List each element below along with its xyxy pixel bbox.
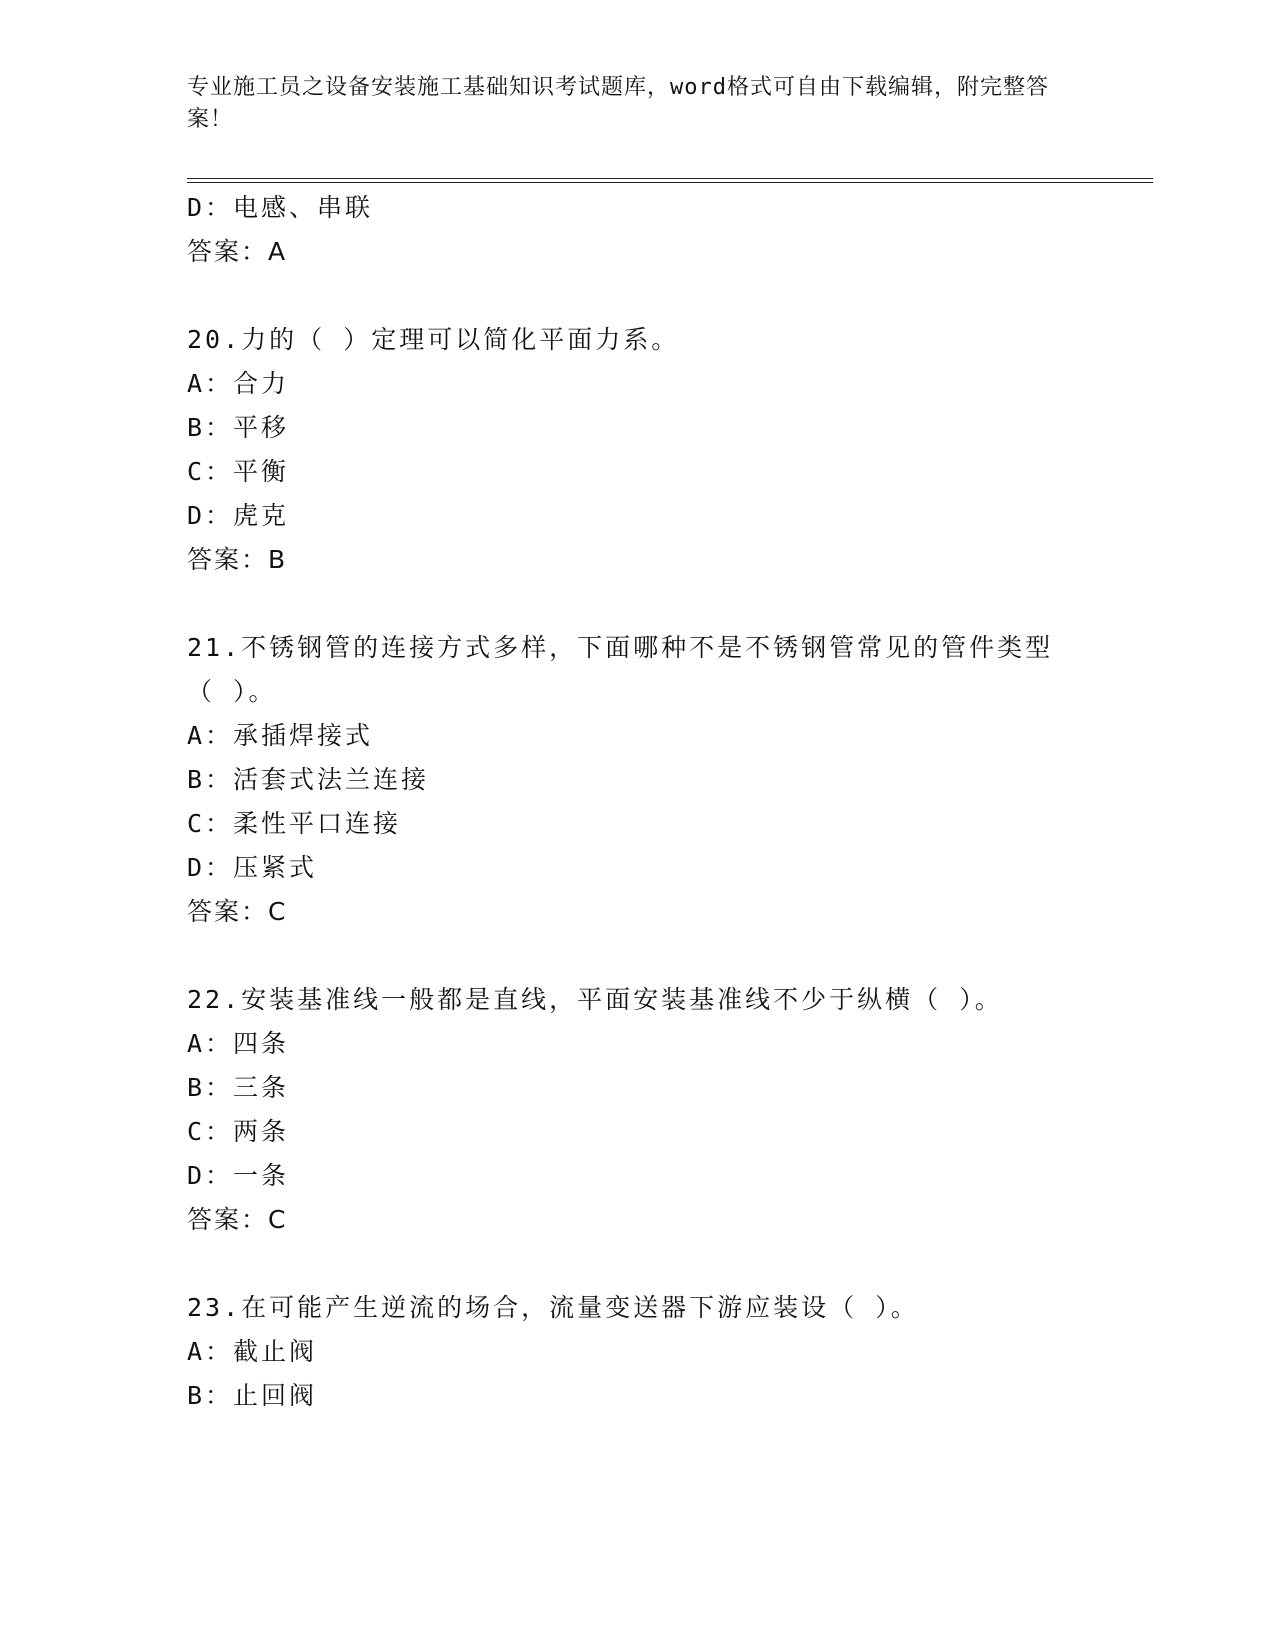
question-20-answer: 答案：B (187, 545, 288, 574)
question-22-option-b: B：三条 (187, 1073, 290, 1102)
document-header: 专业施工员之设备安装施工基础知识考试题库，word格式可自由下载编辑，附完整答案！ (187, 75, 1049, 132)
question-20-stem: 20.力的（ ）定理可以简化平面力系。 (187, 325, 680, 354)
header-divider-top (187, 178, 1153, 179)
question-21-option-d: D：压紧式 (187, 853, 318, 882)
question-22-option-a: A：四条 (187, 1029, 290, 1058)
question-20-option-a: A：合力 (187, 369, 290, 398)
question-21-option-c: C：柔性平口连接 (187, 809, 402, 838)
question-20-option-b: B：平移 (187, 413, 290, 442)
question-23-stem: 23.在可能产生逆流的场合，流量变送器下游应装设（ ）。 (187, 1293, 919, 1322)
header-divider-bottom (187, 182, 1153, 183)
prev-option-d: D：电感、串联 (187, 193, 374, 222)
prev-answer: 答案：A (187, 237, 288, 266)
question-21-stem-line2: （ ）。 (187, 677, 277, 706)
question-20-option-d: D：虎克 (187, 501, 290, 530)
question-21-answer: 答案：C (187, 897, 288, 926)
question-21-option-b: B：活套式法兰连接 (187, 765, 430, 794)
question-23-option-a: A：截止阀 (187, 1337, 318, 1366)
question-21-option-a: A：承插焊接式 (187, 721, 374, 750)
question-20-option-c: C：平衡 (187, 457, 290, 486)
question-22-option-d: D：一条 (187, 1161, 290, 1190)
question-22-stem: 22.安装基准线一般都是直线，平面安装基准线不少于纵横（ ）。 (187, 985, 1003, 1014)
question-22-option-c: C：两条 (187, 1117, 290, 1146)
question-23-option-b: B：止回阀 (187, 1381, 318, 1410)
question-22-answer: 答案：C (187, 1205, 288, 1234)
question-21-stem-line1: 21.不锈钢管的连接方式多样，下面哪种不是不锈钢管常见的管件类型 (187, 633, 1054, 662)
